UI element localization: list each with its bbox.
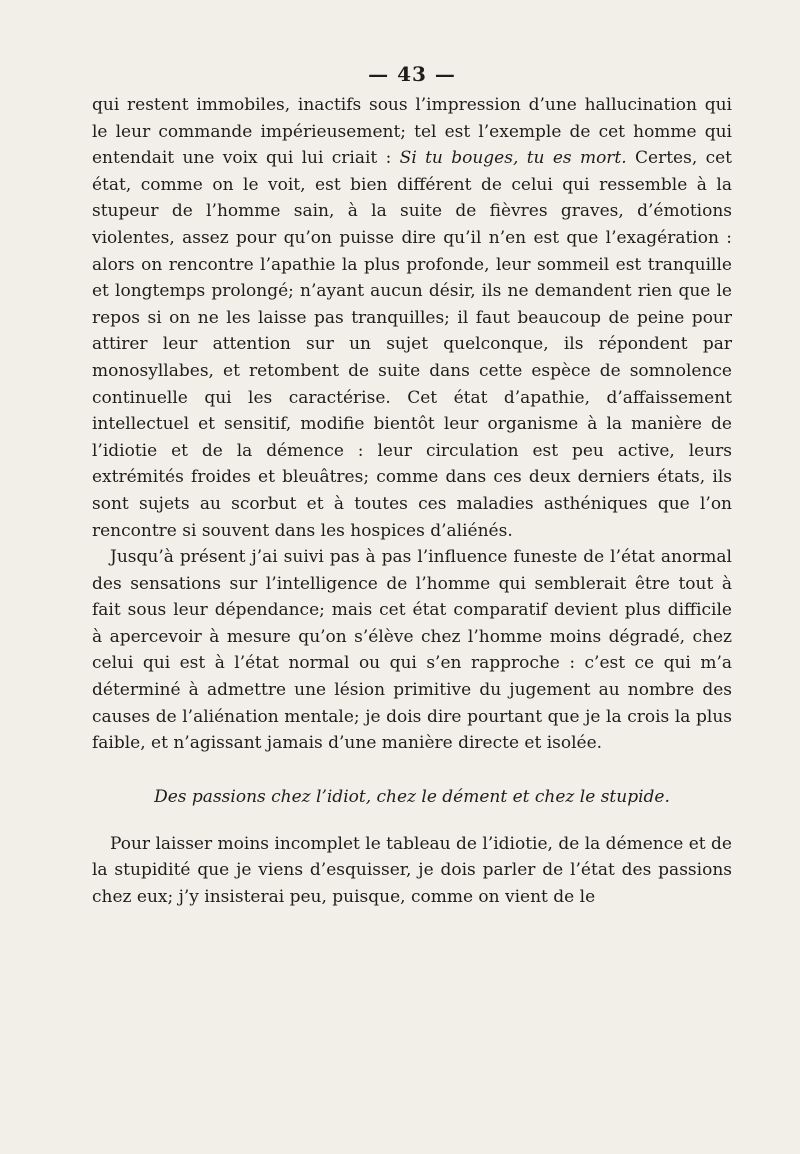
quoted-phrase: Si tu bouges, tu es mort. — [399, 148, 627, 169]
section-heading: Des passions chez l’idiot, chez le dément et chez le stupide. — [154, 786, 670, 807]
body-paragraph-2: Jusqu’à présent j’ai suivi pas à pas l’influence funeste de l’état anormal des sensations sur l’intelligence de l’homme qui semblerait être tout à fait sous leur dépendance; mais cet état comparatif devient plus difficile à apercevoir à mesure qu’on s’élève chez l’homme moins dégradé, chez celui qui est à l’état normal ou qui s’en rapproche : c’est ce qui m’a déterminé à admettre une lésion primitive du jugement au nombre des causes de l’aliénation mentale; je dois dire pourtant que je la crois la plus faible, et n’agissant jamais d’une manière directe et isolée. — [92, 547, 732, 754]
paragraph-1-rest: Certes, cet état, comme on le voit, est bien différent de celui qui ressemble à la stupeur de l’homme sain, à la suite de fièvres graves, d’émotions violentes, assez pour qu’on puisse dire qu’il n’en est que l’exagération : alors on rencontre l’apathie la plus profonde, leur sommeil est tranquille et longtemps prolongé; n’ayant aucun désir, ils ne demandent rien que le repos si on ne les laisse pas tranquilles; il faut beaucoup de peine pour attirer leur attention sur un sujet quelconque, ils répondent par monosyllabes, et retombent de suite dans cette espèce de somnolence continuelle qui les caractérise. Cet état d’apathie, d’affaissement intellectuel et sensitif, modifie bientôt leur organisme à la manière de l’idiotie et de la démence : leur circulation est peu active, leurs extrémités froides et bleuâtres; comme dans ces deux derniers états, ils sont sujets au scorbut et à toutes ces maladies asthéniques que l’on rencontre si souvent dans les hospices d’aliénés. — [92, 148, 732, 541]
paragraph-1-start: qui restent immobiles, inactifs sous l’impression d’une hallucination qui le leur commande impérieusement; tel est l’exemple de cet homme qui entendait une voix qui lui criait : — [92, 95, 732, 169]
page-number: — 43 — — [368, 62, 456, 86]
body-paragraph-1 — [92, 92, 732, 544]
body-paragraph-3: Pour laisser moins incomplet le tableau de l’idiotie, de la démence et de la stupidité que je viens d’esquisser, je dois parler de l’état des passions chez eux; j’y insisterai peu, puisque, comme on vient de le — [92, 833, 732, 908]
